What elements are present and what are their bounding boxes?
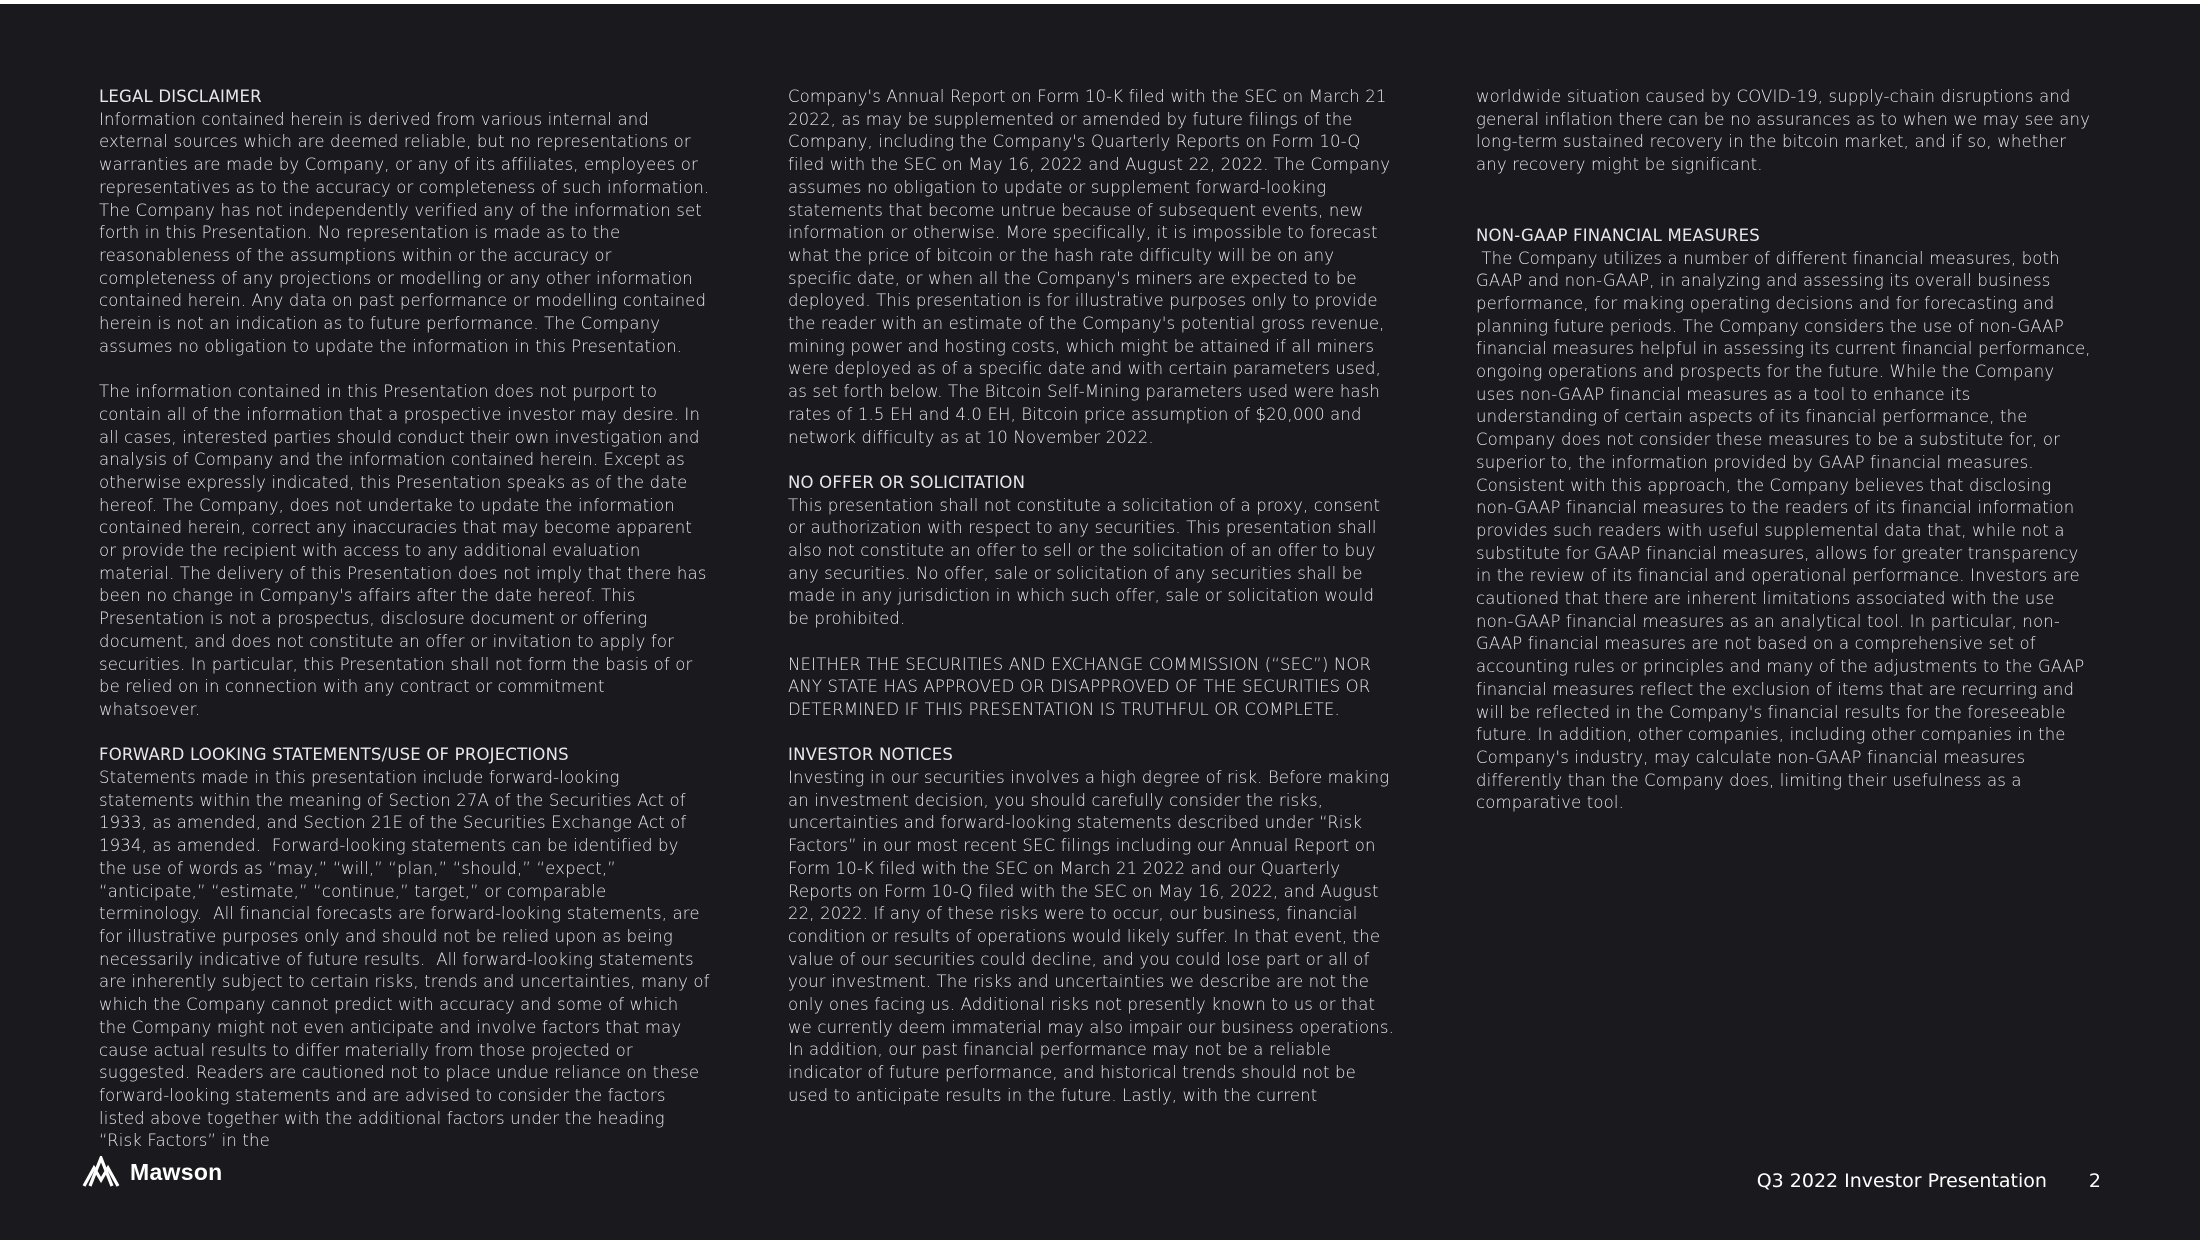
legal-disclaimer-paragraph-2: The information contained in this Presentation does not purport to contain all of the information that a prospective investor may desire. In all cases, interested parties should conduct their own investigation and analysis of Company and the information contained herein. Except as otherwise expressly indicated, this Presentation speaks as of the date hereof. The Company, does not undertake to update the information contained herein, correct any inaccuracies that may become apparent or provide the recipient with access to any additional evaluation material. The delivery of this Presentation does not imply that there has been no change in Company's affairs after the date hereof. This Presentation is not a prospectus, disclosure document or offering document, and does not constitute an offer or invitation to apply for securities. In particular, this Presentation shall not form the basis of or be relied on in connection with any contract or commitment whatsoever.	[99, 382, 712, 719]
page-number: 2	[2088, 1170, 2101, 1192]
investor-notices-paragraph-2: worldwide situation caused by COVID-19, supply-chain disruptions and general inflation there can be no assurances as to when we may see any long-term sustained recovery in the bitcoin market, and if so, whether any recovery might be significant.	[1476, 87, 2096, 175]
slide	[0, 4, 2200, 1240]
forward-looking-paragraph-2: Company's Annual Report on Form 10-K filed with the SEC on March 21 2022, as may be supplemented or amended by future filings of the Company, including the Company's Quarterly Reports on Form 10-Q filed with the SEC on May 16, 2022 and August 22, 2022. The Company assumes no obligation to update or supplement forward-looking statements that become untrue because of subsequent events, new information or otherwise. More specifically, it is impossible to forecast what the price of bitcoin or the hash rate difficulty will be on any specific date, or when all the Company's miners are expected to be deployed. This presentation is for illustrative purposes only to provide the reader with an estimate of the Company's potential gross revenue, mining power and hosting costs, which might be attained if all miners were deployed as of a specific date and with certain parameters used, as set forth below. The Bitcoin Self-Mining parameters used were hash rates of 1.5 EH and 4.0 EH, Bitcoin price assumption of $20,000 and network difficulty as at 10 November 2022.	[788, 87, 1396, 447]
brand-logo	[82, 1156, 223, 1188]
legal-disclaimer-heading: LEGAL DISCLAIMER	[99, 87, 262, 106]
investor-notices-paragraph-1: Investing in our securities involves a high degree of risk. Before making an investment decision, you should carefully consider the risks, uncertainties and forward-looking statements described under “Risk Factors” in our most recent SEC filings including our Annual Report on Form 10-K filed with the SEC on March 21 2022 and our Quarterly Reports on Form 10-Q filed with the SEC on May 16, 2022, and August 22, 2022. If any of these risks were to occur, our business, financial condition or results of operations would likely suffer. In that event, the value of our securities could decline, and you could lose part or all of your investment. The risks and uncertainties we describe are not the only ones facing us. Additional risks not presently known to us or that we currently deem immaterial may also impair our business operations. In addition, our past financial performance may not be a reliable indicator of future performance, and historical trends should not be used to anticipate results in the future. Lastly, with the current	[788, 768, 1400, 1105]
mawson-logo-icon	[82, 1156, 120, 1188]
sec-notice-paragraph: NEITHER THE SECURITIES AND EXCHANGE COMMISSION (“SEC”) NOR ANY STATE HAS APPROVED OR DISAPPROVED OF THE SECURITIES OR DETERMINED IF THIS PRESENTATION IS TRUTHFUL OR COMPLETE.	[788, 654, 1377, 719]
brand-name: Mawson	[130, 1158, 223, 1185]
column-left	[99, 86, 716, 1153]
forward-looking-heading: FORWARD LOOKING STATEMENTS/USE OF PROJECTIONS	[99, 745, 569, 765]
legal-disclaimer-paragraph-1: Information contained herein is derived from various internal and external sources which are deemed reliable, but no representations or warranties are made by Company, or any of its affiliates, employees or representatives as to the accuracy or completeness of such information. The Company has not independently verified any of the information set forth in this Presentation. No representation is made as to the reasonableness of the assumptions within or the accuracy or completeness of any projections or modelling or any other information contained herein. Any data on past performance or modelling contained herein is not an indication as to future performance. The Company assumes no obligation to update the information in this Presentation.	[99, 109, 715, 356]
forward-looking-paragraph-1: Statements made in this presentation include forward-looking statements within the meaning of Section 27A of the Securities Act of 1933, as amended, and Section 21E of the Securities Exchange Act of 1934, as amended. Forward-looking statements can be identified by the use of words as “may,” “will,” “plan,” “should,” “expect,” “anticipate,” “estimate,” “continue,” target,” or comparable terminology. All financial forecasts are forward-looking statements, are for illustrative purposes only and should not be relied upon as being necessarily indicative of future results. All forward-looking statements are inherently subject to certain risks, trends and uncertainties, many of which the Company cannot predict with accuracy and some of which the Company might not even anticipate and involve factors that may cause actual results to differ materially from those projected or suggested. Readers are cautioned not to place undue reliance on these forward-looking statements and are advised to consider the factors listed above together with the additional factors under the heading “Risk Factors” in the	[99, 768, 716, 1151]
presentation-title: Q3 2022 Investor Presentation	[1756, 1170, 2047, 1192]
column-middle	[788, 86, 1400, 1108]
investor-notices-heading: INVESTOR NOTICES	[788, 745, 954, 765]
no-offer-paragraph: This presentation shall not constitute a solicitation of a proxy, consent or authorization with respect to any securities. This presentation shall also not constitute an offer to sell or the solicitation of an offer to buy any securities. No offer, sale or solicitation of any securities shall be made in any jurisdiction in which such offer, sale or solicitation would be prohibited.	[788, 495, 1386, 629]
non-gaap-heading: NON-GAAP FINANCIAL MEASURES	[1476, 225, 1760, 245]
no-offer-heading: NO OFFER OR SOLICITATION	[788, 472, 1026, 492]
non-gaap-paragraph: The Company utilizes a number of different financial measures, both GAAP and non-GAAP, in analyzing and assessing its overall business performance, for making operating decisions and for forecasting and planning future periods. The Company considers the use of non-GAAP financial measures helpful in assessing its current financial performance, ongoing operations and prospects for the future. While the Company uses non-GAAP financial measures as a tool to enhance its understanding of certain aspects of its financial performance, the Company does not consider these measures to be a substitute for, or superior to, the information provided by GAAP financial measures. Consistent with this approach, the Company believes that disclosing non-GAAP financial measures to the readers of its financial information provides such readers with useful supplemental data that, while not a substitute for GAAP financial measures, allows for greater transparency in the review of its financial and operational performance. Investors are cautioned that there are inherent limitations associated with the use non-GAAP financial measures as an analytical tool. In particular, non-GAAP financial measures are not based on a comprehensive set of accounting rules or principles and many of the adjustments to the GAAP financial measures reflect the exclusion of items that are recurring and will be reflected in the Company's financial results for the foreseeable future. In addition, other companies, including other companies in the Company's industry, may calculate non-GAAP financial measures differently than the Company does, limiting their usefulness as a comparative tool.	[1476, 248, 2097, 813]
column-right	[1476, 86, 2097, 815]
footer-info	[1757, 1170, 2101, 1192]
